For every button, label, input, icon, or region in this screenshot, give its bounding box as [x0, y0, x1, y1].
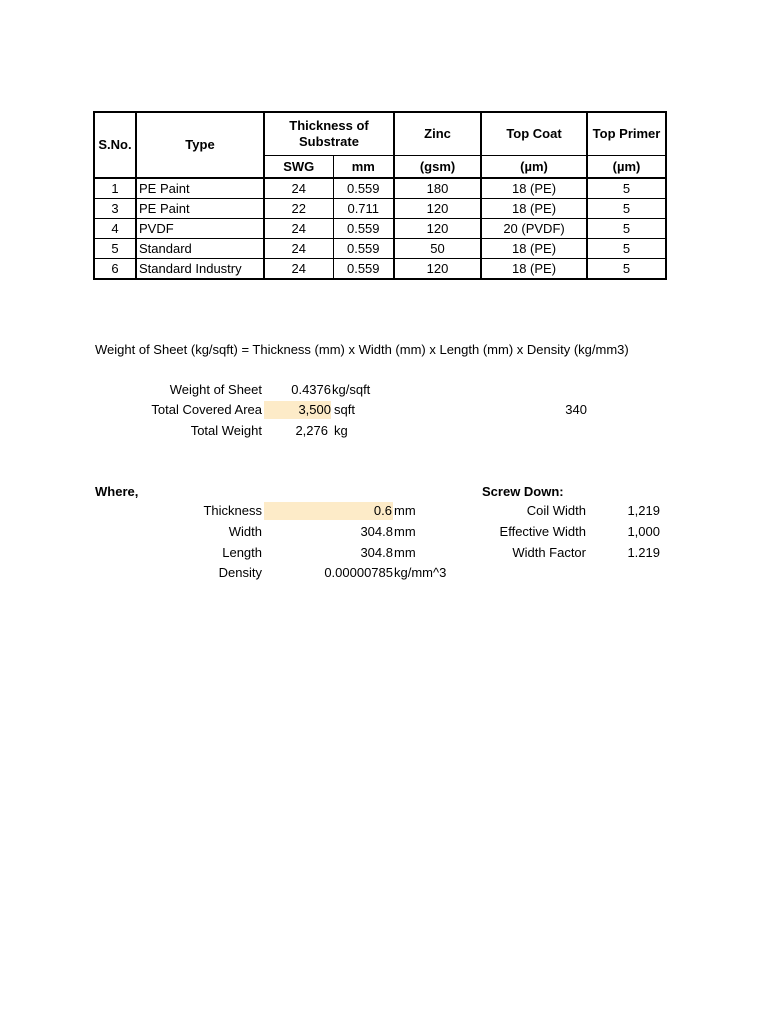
cell-swg: 24 — [264, 178, 333, 199]
table-row — [94, 239, 666, 259]
cell-type: PE Paint — [136, 178, 264, 199]
cell-top-primer: 5 — [587, 259, 666, 280]
cell-swg: 24 — [264, 219, 333, 239]
header-thickness: Thickness of Substrate — [264, 112, 394, 156]
cell-sno: 5 — [94, 239, 136, 259]
header-type: Type — [136, 112, 264, 178]
cell-top-coat: 18 (PE) — [481, 178, 587, 199]
subheader-um-primer: (µm) — [587, 156, 666, 179]
subheader-mm: mm — [333, 156, 394, 179]
effective-width-label: Effective Width — [499, 524, 586, 539]
cell-sno: 1 — [94, 178, 136, 199]
thickness-value: 0.6 — [373, 503, 392, 518]
cell-mm: 0.559 — [333, 219, 394, 239]
cell-mm: 0.559 — [333, 178, 394, 199]
cell-zinc: 50 — [394, 239, 481, 259]
table-row — [94, 259, 666, 280]
cell-type: PVDF — [136, 219, 264, 239]
cell-type: Standard Industry — [136, 259, 264, 280]
effective-width-value[interactable]: 1,000 — [627, 524, 660, 539]
width-factor-value[interactable]: 1.219 — [627, 545, 660, 560]
cell-mm: 0.711 — [333, 199, 394, 219]
cell-top-coat: 18 (PE) — [481, 199, 587, 219]
cell-type: Standard — [136, 239, 264, 259]
header-top-coat: Top Coat — [481, 112, 587, 156]
cell-top-primer: 5 — [587, 239, 666, 259]
cell-mm: 0.559 — [333, 239, 394, 259]
cell-swg: 24 — [264, 239, 333, 259]
cell-zinc: 120 — [394, 199, 481, 219]
header-top-primer: Top Primer — [587, 112, 666, 156]
coating-spec-table — [93, 111, 667, 280]
subheader-gsm: (gsm) — [394, 156, 481, 179]
cell-zinc: 180 — [394, 178, 481, 199]
header-sno: S.No. — [94, 112, 136, 178]
cell-type: PE Paint — [136, 199, 264, 219]
coil-width-label: Coil Width — [526, 503, 586, 518]
weight-of-sheet-unit: kg/sqft — [332, 382, 371, 397]
table-header-row — [94, 112, 666, 156]
header-zinc: Zinc — [394, 112, 481, 156]
weight-of-sheet-value[interactable]: 0.4376 — [291, 382, 331, 397]
coil-width-value[interactable]: 1,219 — [627, 503, 660, 518]
cell-sno: 6 — [94, 259, 136, 280]
width-factor-label: Width Factor — [512, 545, 586, 560]
weight-formula: Weight of Sheet (kg/sqft) = Thickness (mm) x Width (mm) x Length (mm) x Density (kg/mm3) — [95, 342, 629, 357]
total-weight-value[interactable]: 2,276 — [295, 423, 328, 438]
cell-sno: 3 — [94, 199, 136, 219]
cell-top-coat: 18 (PE) — [481, 259, 587, 280]
width-value[interactable]: 304.8 — [360, 524, 393, 539]
area-side-value[interactable]: 340 — [565, 402, 587, 417]
density-value[interactable]: 0.00000785 — [324, 565, 393, 580]
total-weight-label: Total Weight — [190, 423, 262, 438]
total-weight-unit: kg — [334, 423, 348, 438]
density-label: Density — [218, 565, 262, 580]
thickness-input[interactable] — [264, 502, 393, 520]
width-unit: mm — [394, 524, 416, 539]
cell-zinc: 120 — [394, 219, 481, 239]
thickness-unit: mm — [394, 503, 416, 518]
cell-zinc: 120 — [394, 259, 481, 280]
cell-swg: 22 — [264, 199, 333, 219]
total-area-label: Total Covered Area — [151, 402, 262, 417]
screw-down-heading: Screw Down: — [482, 484, 564, 499]
table-row — [94, 178, 666, 199]
cell-top-coat: 18 (PE) — [481, 239, 587, 259]
cell-top-primer: 5 — [587, 219, 666, 239]
table-row — [94, 219, 666, 239]
cell-mm: 0.559 — [333, 259, 394, 280]
cell-top-primer: 5 — [587, 199, 666, 219]
thickness-label: Thickness — [203, 503, 262, 518]
cell-sno: 4 — [94, 219, 136, 239]
subheader-swg: SWG — [264, 156, 333, 179]
cell-top-primer: 5 — [587, 178, 666, 199]
weight-of-sheet-label: Weight of Sheet — [169, 382, 262, 397]
total-area-unit: sqft — [334, 402, 355, 417]
length-value[interactable]: 304.8 — [360, 545, 393, 560]
subheader-um-coat: (µm) — [481, 156, 587, 179]
cell-swg: 24 — [264, 259, 333, 280]
density-unit: kg/mm^3 — [394, 565, 447, 580]
cell-top-coat: 20 (PVDF) — [481, 219, 587, 239]
width-label: Width — [228, 524, 262, 539]
total-area-input[interactable]: 3,500 — [264, 401, 331, 419]
table-row — [94, 199, 666, 219]
length-unit: mm — [394, 545, 416, 560]
length-label: Length — [222, 545, 262, 560]
where-heading: Where, — [95, 484, 139, 499]
